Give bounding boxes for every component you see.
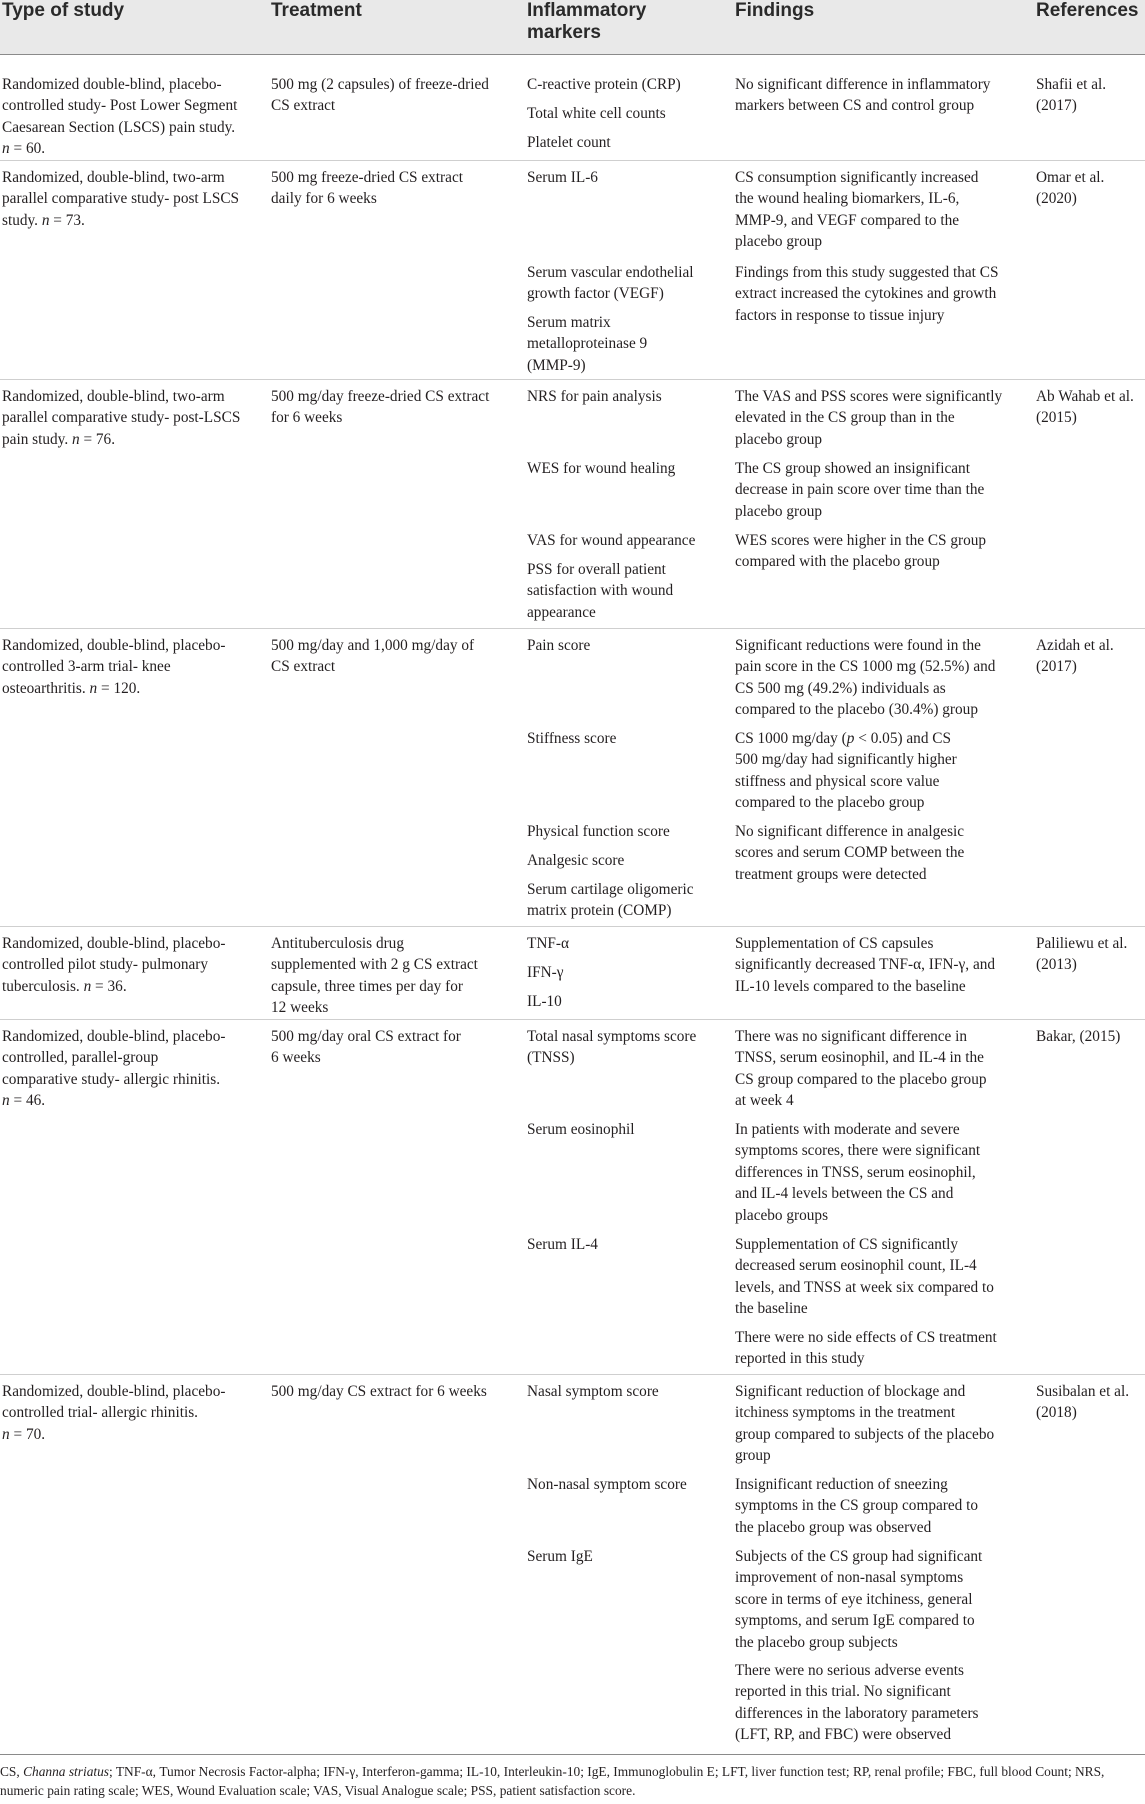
marker: Serum IL-4 [527,1236,598,1253]
finding: In patients with moderate and severe symptoms scores, there were significant differences in TNSS, serum eosinophil, and IL-4 levels between the CS and placebo groups [735,1121,981,1224]
marker: NRS for pain analysis [527,388,662,405]
column-header-findings: Findings [735,0,815,21]
marker: Serum IgE [527,1548,593,1565]
reference: Shafii et al. (2017) [1036,76,1107,115]
marker: Serum vascular endothelial growth factor (VEGF) [527,264,694,303]
row-divider [0,160,1145,161]
reference: Azidah et al. (2017) [1036,637,1114,676]
marker: Serum matrix metalloproteinase 9 (MMP-9) [527,314,648,374]
finding: There were no serious adverse events reported in this trial. No significant differences in the laboratory parameters (LFT, RP, and FBC) were observed [735,1662,979,1744]
study-type: Randomized, double-blind, placebo- controlled, parallel-group comparative study- allergic rhinitis. n = 46. [2,1028,226,1110]
marker: Serum IL-6 [527,169,598,186]
study-type: Randomized, double-blind, placebo- controlled pilot study- pulmonary tuberculosis. n = 36. [2,935,226,995]
column-header-references: References [1036,0,1139,21]
marker: Pain score [527,637,591,654]
table-bottom-rule [0,1754,1145,1755]
marker: Nasal symptom score [527,1383,659,1400]
treatment: 500 mg (2 capsules) of freeze-dried CS extract [271,76,489,115]
finding: Findings from this study suggested that CS extract increased the cytokines and growth factors in response to tissue injury [735,264,999,324]
study-type: Randomized double-blind, placebo- controlled study- Post Lower Segment Caesarean Section (LSCS) pain study. n = 60. [2,76,238,158]
treatment: Antituberculosis drug supplemented with 2 g CS extract capsule, three times per day for 12 weeks [271,935,478,1017]
row-divider [0,1374,1145,1375]
marker: VAS for wound appearance [527,532,696,549]
study-type: Randomized, double-blind, two-arm parallel comparative study- post LSCS study. n = 73. [2,169,240,229]
finding: Significant reduction of blockage and itchiness symptoms in the treatment group compared to subjects of the placebo group [735,1383,995,1465]
treatment: 500 mg/day oral CS extract for 6 weeks [271,1028,461,1067]
row-divider [0,628,1145,629]
marker: PSS for overall patient satisfaction with wound appearance [527,561,674,621]
marker: Physical function score [527,823,670,840]
reference: Susibalan et al. (2018) [1036,1383,1130,1422]
marker: Platelet count [527,134,611,151]
marker: Analgesic score [527,852,625,869]
finding: CS 1000 mg/day (p < 0.05) and CS 500 mg/day had significantly higher stiffness and physical score value compared to the placebo group [735,730,957,812]
treatment: 500 mg/day and 1,000 mg/day of CS extract [271,637,475,676]
finding: No significant difference in analgesic scores and serum COMP between the treatment groups were detected [735,823,965,883]
row-divider [0,1019,1145,1020]
treatment: 500 mg freeze-dried CS extract daily for 6 weeks [271,169,463,208]
marker: Non-nasal symptom score [527,1476,687,1493]
marker: C-reactive protein (CRP) [527,76,681,93]
reference: Bakar, (2015) [1036,1028,1121,1045]
treatment: 500 mg/day CS extract for 6 weeks [271,1383,487,1400]
marker: Total white cell counts [527,105,666,122]
row-divider [0,379,1145,380]
finding: The CS group showed an insignificant decrease in pain score over time than the placebo group [735,460,985,520]
finding: Insignificant reduction of sneezing symptoms in the CS group compared to the placebo group was observed [735,1476,979,1536]
finding: Supplementation of CS capsules significantly decreased TNF-α, IFN-γ, and IL-10 levels compared to the baseline [735,935,996,995]
finding: WES scores were higher in the CS group compared with the placebo group [735,532,987,571]
marker: TNF-α [527,935,570,952]
column-header-markers: Inflammatory markers [527,0,647,43]
study-type: Randomized, double-blind, placebo- controlled 3-arm trial- knee osteoarthritis. n = 120. [2,637,226,697]
reference: Omar et al. (2020) [1036,169,1105,208]
finding: Significant reductions were found in the pain score in the CS 1000 mg (52.5%) and CS 500 mg (49.2%) individuals as compared to the placebo (30.4%) group [735,637,996,719]
marker: Total nasal symptoms score (TNSS) [527,1028,697,1067]
marker: IL-10 [527,993,562,1010]
reference: Ab Wahab et al. (2015) [1036,388,1134,427]
marker: Serum cartilage oligomeric matrix protein (COMP) [527,881,694,920]
table-footnote: CS, Channa striatus; TNF-α, Tumor Necrosis Factor-alpha; IFN-γ, Interferon-gamma; IL-10, Interleukin-10; IgE, Immunoglobulin E; LFT, liver function test; RP, renal profile; FBC, full blood Count; NRS, numeric pain rating scale; WES, Wound Evaluation scale; VAS, Visual Analogue scale; PSS, patient satisfaction score. [0,1764,1105,1798]
marker: IFN-γ [527,964,564,981]
reference: Paliliewu et al. (2013) [1036,935,1128,974]
finding: Supplementation of CS significantly decreased serum eosinophil count, IL-4 levels, and TNSS at week six compared to the baseline [735,1236,994,1318]
finding: CS consumption significantly increased the wound healing biomarkers, IL-6, MMP-9, and VEGF compared to the placebo group [735,169,979,251]
finding: No significant difference in inflammatory markers between CS and control group [735,76,991,115]
marker: Serum eosinophil [527,1121,635,1138]
column-header-study: Type of study [2,0,125,21]
marker: Stiffness score [527,730,617,747]
study-type: Randomized, double-blind, two-arm parallel comparative study- post-LSCS pain study. n = 76. [2,388,241,448]
marker: WES for wound healing [527,460,676,477]
finding: Subjects of the CS group had significant improvement of non-nasal symptoms score in terms of eye itchiness, general symptoms, and serum IgE compared to the placebo group subjects [735,1548,983,1651]
study-type: Randomized, double-blind, placebo- controlled trial- allergic rhinitis. n = 70. [2,1383,226,1443]
finding: There were no side effects of CS treatment reported in this study [735,1329,997,1368]
column-header-treatment: Treatment [271,0,362,21]
header-rule [0,54,1145,55]
row-divider [0,926,1145,927]
finding: The VAS and PSS scores were significantly elevated in the CS group than in the placebo group [735,388,1003,448]
treatment: 500 mg/day freeze-dried CS extract for 6 weeks [271,388,490,427]
finding: There was no significant difference in TNSS, serum eosinophil, and IL-4 in the CS group compared to the placebo group at week 4 [735,1028,987,1110]
